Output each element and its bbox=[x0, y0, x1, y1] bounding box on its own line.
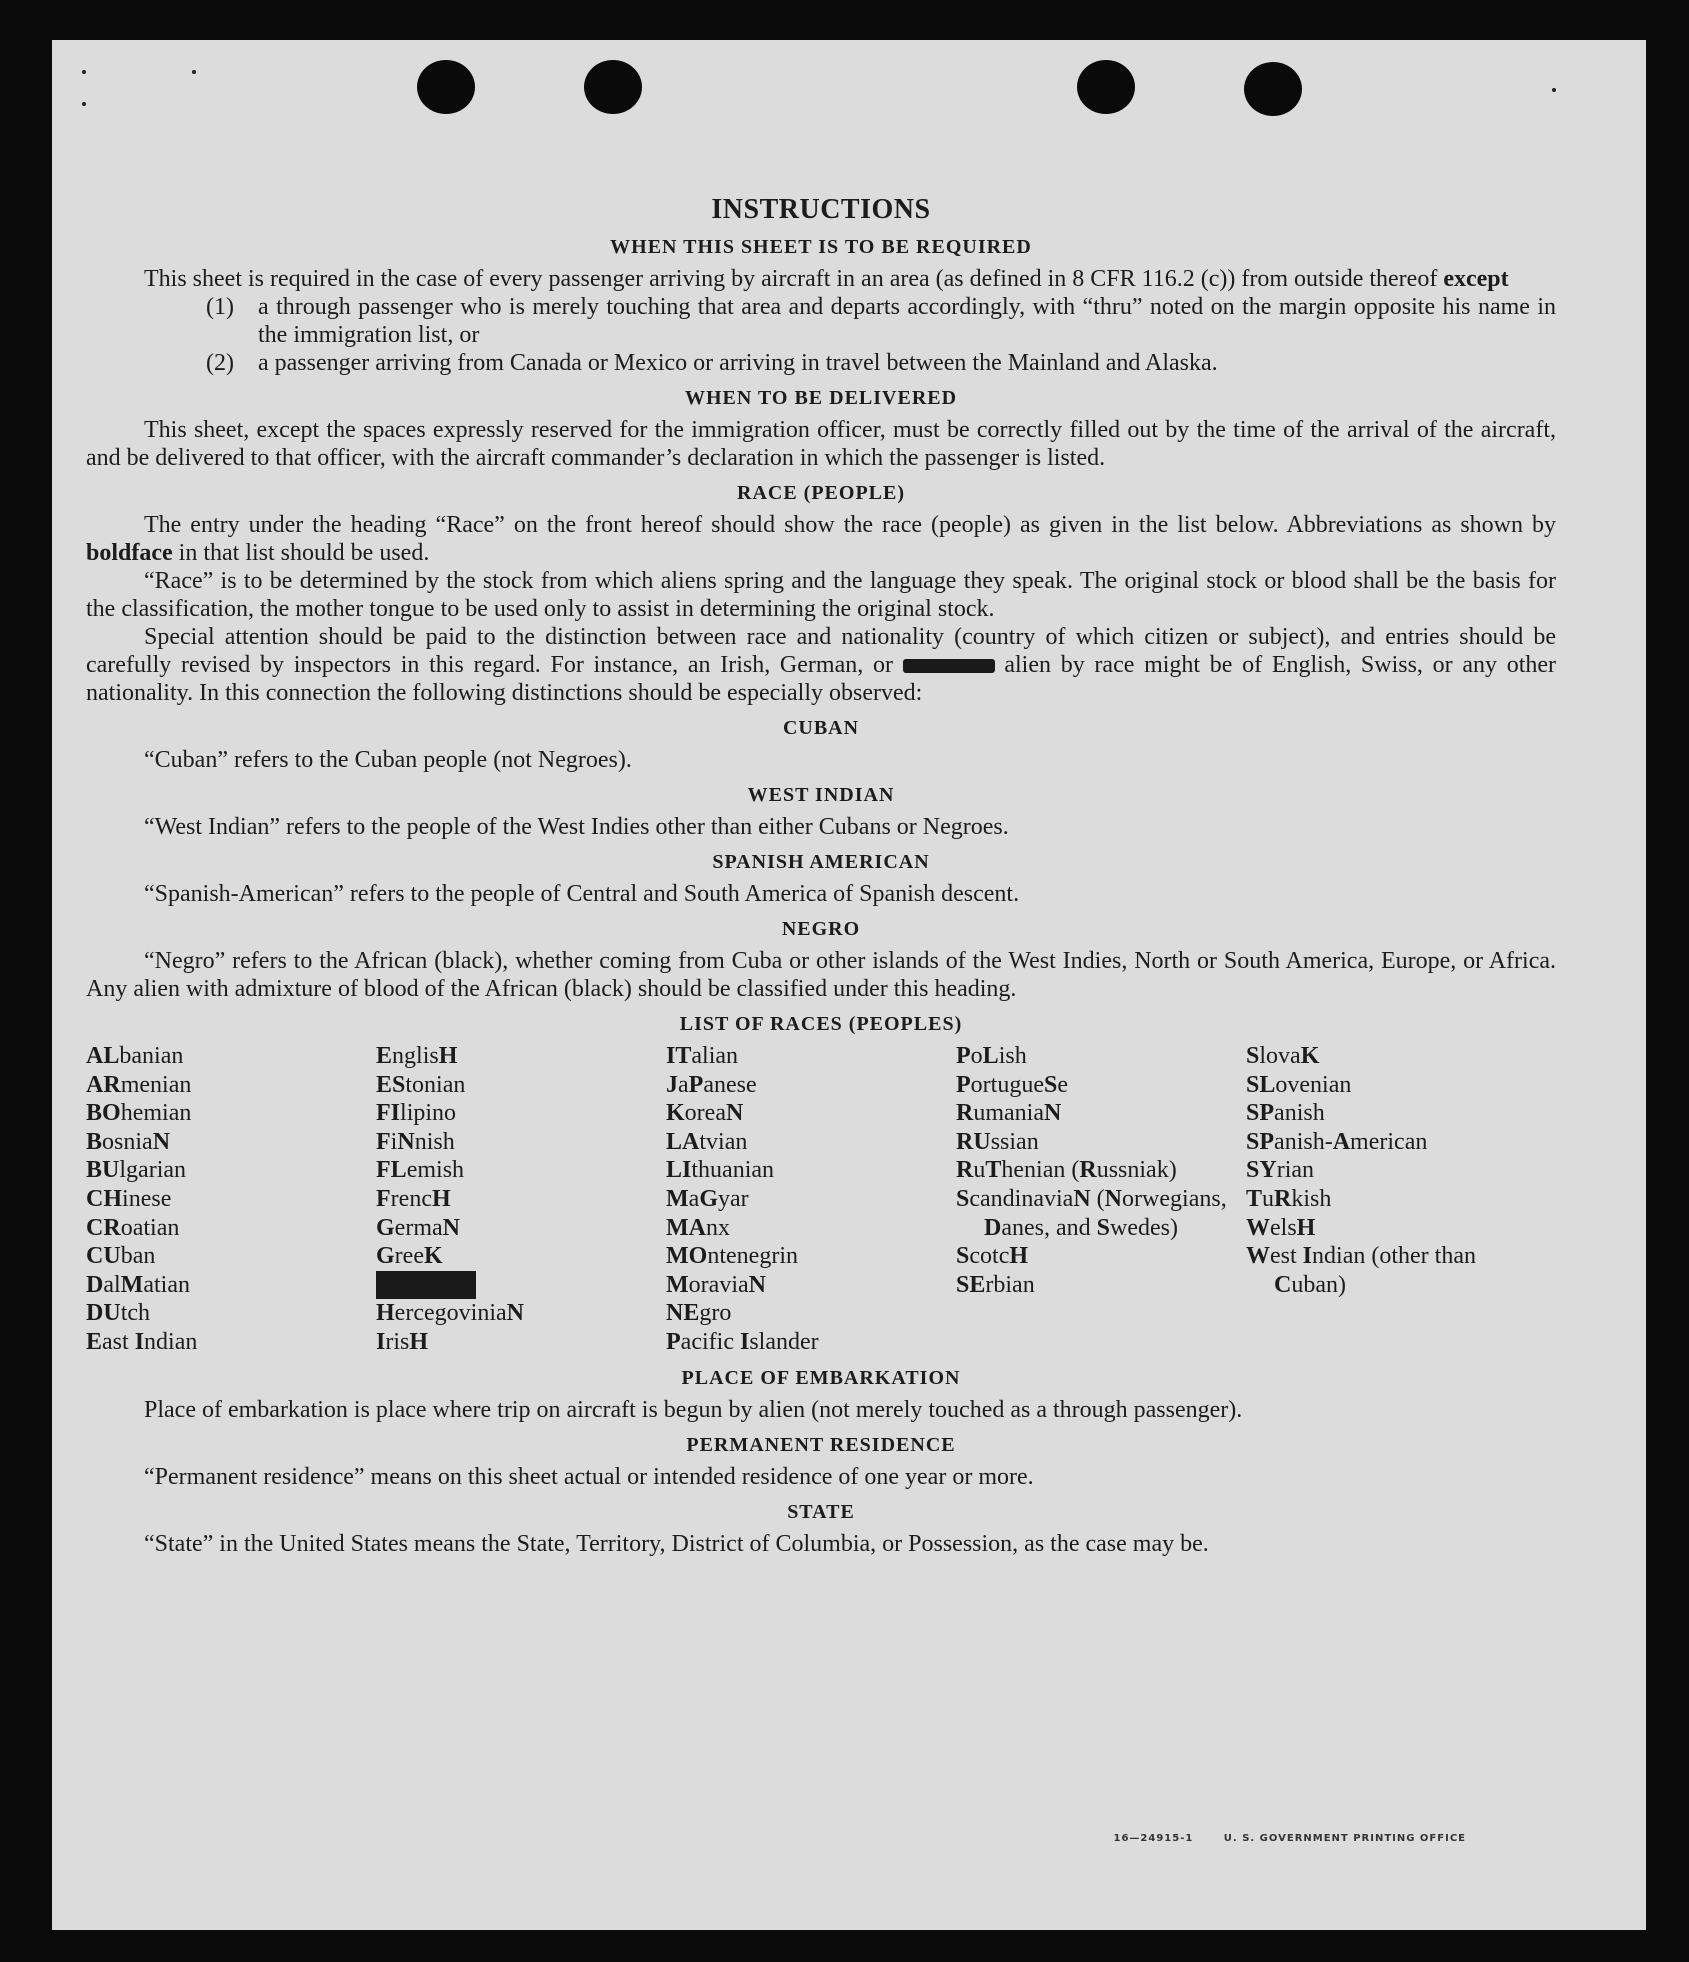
race-entry: PoLish bbox=[956, 1043, 1027, 1069]
paragraph: “Negro” refers to the African (black), whether coming from Cuba or other islands of the West Indies, North or South America, Europe, or Africa. Any alien with admixture of blood of the African (black) should be classified under this heading. bbox=[86, 948, 1556, 1002]
section-heading: NEGRO bbox=[781, 918, 861, 940]
paragraph: “West Indian” refers to the people of the West Indies other than either Cubans or Negroes. bbox=[144, 814, 1009, 840]
race-entry: HebreW bbox=[376, 1271, 476, 1300]
race-entry: West Indian (other than Cuban) bbox=[1246, 1243, 1476, 1298]
race-entry: ScotcH bbox=[956, 1243, 1029, 1270]
race-entry: LIthuanian bbox=[666, 1157, 775, 1184]
race-entry: WelsH bbox=[1246, 1214, 1316, 1241]
section-heading: RACE (PEOPLE) bbox=[737, 482, 905, 504]
race-entry: ALbanian bbox=[86, 1043, 184, 1069]
race-entry: CHinese bbox=[86, 1185, 172, 1212]
race-entry: SLovenian bbox=[1246, 1071, 1352, 1098]
races-list bbox=[86, 1042, 1556, 1357]
race-entry: MaGyar bbox=[666, 1185, 749, 1212]
race-entry: BosniaN bbox=[86, 1128, 171, 1155]
section-heading: STATE bbox=[787, 1500, 855, 1523]
printer-name: U. S. GOVERNMENT PRINTING OFFICE bbox=[1223, 1833, 1466, 1844]
race-entry: GermaN bbox=[376, 1214, 460, 1241]
race-entry: BOhemian bbox=[86, 1100, 192, 1127]
race-entry: LAtvian bbox=[666, 1128, 748, 1155]
race-entry: ITalian bbox=[666, 1043, 739, 1069]
race-entry: FrencH bbox=[376, 1185, 451, 1212]
paragraph: The entry under the heading “Race” on the front hereof should show the race (people) as given in the list below. Abbreviations as shown by boldface in that list should be used. bbox=[86, 512, 1556, 566]
race-entry: RuThenian (Russniak) bbox=[956, 1157, 1177, 1184]
race-entry: HercegoviniaN bbox=[376, 1300, 524, 1327]
race-entry: NEgro bbox=[666, 1300, 732, 1327]
race-entry: BUlgarian bbox=[86, 1157, 187, 1184]
race-entry: SErbian bbox=[956, 1271, 1035, 1298]
race-entry: FIlipino bbox=[376, 1100, 457, 1127]
race-entry: RUssian bbox=[956, 1128, 1039, 1155]
race-entry: Pacific Islander bbox=[666, 1328, 819, 1355]
race-entry: MAnx bbox=[666, 1214, 730, 1241]
race-entry: ScandinaviaN (Norwegians, Danes, and Swedes) bbox=[956, 1185, 1227, 1241]
page-title: INSTRUCTIONS bbox=[711, 194, 931, 225]
race-entry: SPanish-American bbox=[1246, 1128, 1428, 1155]
race-entry: SlovaK bbox=[1246, 1043, 1320, 1069]
race-entry: FLemish bbox=[376, 1157, 465, 1184]
races-column bbox=[376, 1042, 666, 1357]
list-item: (2) a passenger arriving from Canada or Mexico or arriving in travel between the Mainland and Alaska. bbox=[206, 350, 1218, 376]
race-entry: JaPanese bbox=[666, 1071, 757, 1098]
paragraph: This sheet is required in the case of every passenger arriving by aircraft in an area (as defined in 8 CFR 116.2 (c)) from outside thereof except bbox=[144, 266, 1509, 292]
paragraph: “State” in the United States means the State, Territory, District of Columbia, or Possession, as the case may be. bbox=[144, 1530, 1209, 1557]
race-entry: MoraviaN bbox=[666, 1271, 766, 1298]
redaction-mark bbox=[903, 659, 995, 673]
punch-hole bbox=[1244, 62, 1302, 116]
punch-hole bbox=[417, 60, 475, 114]
section-heading: SPANISH AMERICAN bbox=[712, 851, 930, 873]
races-column bbox=[666, 1042, 956, 1357]
section-heading: LIST OF RACES (PEOPLES) bbox=[679, 1013, 963, 1035]
races-column bbox=[956, 1042, 1246, 1357]
instructions-content bbox=[86, 152, 1556, 1558]
document-sheet bbox=[52, 40, 1646, 1930]
race-entry: DUtch bbox=[86, 1300, 151, 1327]
punch-hole bbox=[584, 60, 642, 114]
form-number: 16—24915-1 bbox=[1113, 1833, 1194, 1844]
race-entry: DalMatian bbox=[86, 1271, 190, 1298]
race-entry: SYrian bbox=[1246, 1157, 1315, 1184]
race-entry: KoreaN bbox=[666, 1100, 744, 1127]
race-entry: MOntenegrin bbox=[666, 1243, 798, 1270]
section-heading: PERMANENT RESIDENCE bbox=[686, 1433, 956, 1456]
footer bbox=[1087, 1833, 1466, 1844]
paragraph: Special attention should be paid to the distinction between race and nationality (country of which citizen or subject), and entries should be carefully revised by inspectors in this regard. For instance, an Irish, German, or alien by race might be of English, Swiss, or any other nationality. In this connection the following distinctions should be especially observed: bbox=[86, 624, 1557, 706]
paragraph: “Race” is to be determined by the stock from which aliens spring and the language they speak. The original stock or blood shall be the basis for the classification, the mother tongue to be used only to assist in determining the original stock. bbox=[86, 568, 1556, 622]
list-item: (1) a through passenger who is merely touching that area and departs accordingly, with “thru” noted on the margin opposite his name in the immigration list, or bbox=[206, 294, 1556, 348]
race-entry: TuRkish bbox=[1246, 1185, 1332, 1212]
race-entry: GreeK bbox=[376, 1243, 443, 1270]
races-column bbox=[86, 1042, 376, 1357]
race-entry: CUban bbox=[86, 1243, 156, 1270]
section-heading: WHEN TO BE DELIVERED bbox=[684, 387, 958, 409]
race-entry: SPanish bbox=[1246, 1100, 1325, 1127]
race-entry: IrisH bbox=[376, 1328, 429, 1355]
paragraph: Place of embarkation is place where trip on aircraft is begun by alien (not merely touched as a through passenger). bbox=[144, 1396, 1243, 1423]
race-entry: PortugueSe bbox=[956, 1071, 1069, 1098]
race-entry: EnglisH bbox=[376, 1043, 458, 1069]
races-column bbox=[1246, 1042, 1536, 1357]
section-heading: CUBAN bbox=[782, 717, 860, 739]
race-entry: FiNnish bbox=[376, 1128, 455, 1155]
race-entry: ARmenian bbox=[86, 1071, 192, 1098]
race-entry: RumaniaN bbox=[956, 1100, 1062, 1127]
race-entry: CRoatian bbox=[86, 1214, 180, 1241]
paragraph: “Permanent residence” means on this sheet actual or intended residence of one year or more. bbox=[144, 1463, 1034, 1490]
paragraph: “Cuban” refers to the Cuban people (not Negroes). bbox=[144, 747, 632, 773]
race-entry: East Indian bbox=[86, 1328, 198, 1355]
section-heading: WHEN THIS SHEET IS TO BE REQUIRED bbox=[610, 236, 1032, 258]
race-entry: EStonian bbox=[376, 1071, 466, 1098]
paragraph: This sheet, except the spaces expressly reserved for the immigration officer, must be correctly filled out by the time of the arrival of the aircraft, and be delivered to that officer, with the aircraft commander’s declaration in which the passenger is listed. bbox=[86, 417, 1556, 471]
section-heading: WEST INDIAN bbox=[747, 784, 895, 806]
section-heading: PLACE OF EMBARKATION bbox=[681, 1366, 961, 1389]
paragraph: “Spanish-American” refers to the people of Central and South America of Spanish descent. bbox=[144, 881, 1020, 907]
punch-hole bbox=[1077, 60, 1135, 114]
